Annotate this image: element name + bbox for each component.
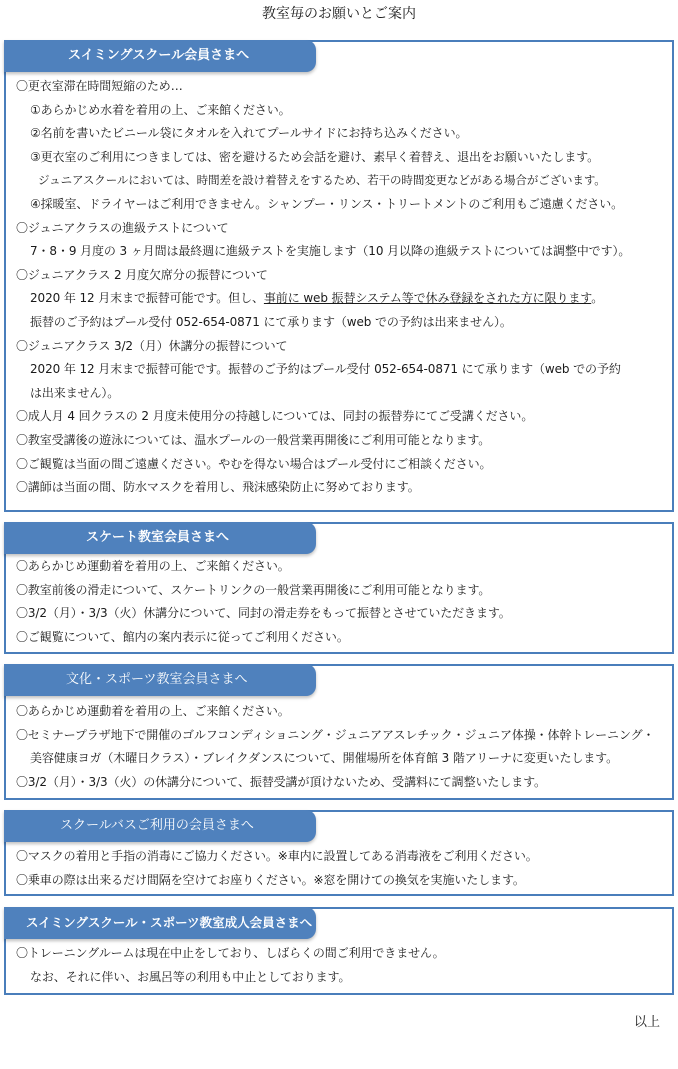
notice-line: 〇更衣室滞在時間短縮のため… bbox=[16, 79, 183, 93]
swimming-section-title: スイミングスクール会員さまへ bbox=[4, 40, 316, 72]
notice-line: 〇ご観覧は当面の間ご遠慮ください。やむを得ない場合はプール受付にご相談ください。 bbox=[16, 456, 492, 471]
notice-line: 〇講師は当面の間、防水マスクを着用し、飛沫感染防止に努めております。 bbox=[16, 480, 420, 495]
notice-line: 〇トレーニングルームは現在中止をしており、しばらくの間ご利用できません。 bbox=[16, 946, 445, 960]
notice-line: 〇教室前後の滑走について、スケートリンクの一般営業再開後にご利用可能となります。 bbox=[16, 582, 491, 597]
underlined-condition-text: 事前に web 振替システム等で休み登録をされた方に限ります bbox=[263, 291, 592, 306]
notice-line: 〇ジュニアクラス 3/2（月）休講分の振替について bbox=[16, 338, 288, 353]
bus-section-body bbox=[16, 845, 664, 892]
notice-line: 〇乗車の際は出来るだけ間隔を空けてお座りください。※窓を開けての換気を実施いたします。 bbox=[16, 872, 525, 887]
notice-line: ④採暖室、ドライヤーはご利用できません。シャンプー・リンス・トリートメントのご利用もご遠慮ください。 bbox=[30, 196, 624, 211]
culture-section-body bbox=[16, 700, 664, 794]
swimming-section bbox=[4, 40, 674, 512]
skate-section bbox=[4, 522, 674, 654]
notice-line: 〇あらかじめ運動着を着用の上、ご来館ください。 bbox=[16, 704, 290, 718]
bus-section-title: スクールバスご利用の会員さまへ bbox=[4, 810, 316, 842]
notice-line: 〇マスクの着用と手指の消毒にご協力ください。※車内に設置してある消毒液をご利用ください。 bbox=[16, 849, 538, 863]
notice-line: 美容健康ヨガ（木曜日クラス）・ブレイクダンスについて、開催場所を体育館 3 階アリーナに変更いたします。 bbox=[30, 751, 618, 766]
notice-line: 〇3/2（月）・3/3（火）休講分について、同封の滑走券をもって振替とさせていただきます。 bbox=[16, 606, 511, 621]
notice-line: ジュニアスクールにおいては、時間差を設け着替えをするため、若干の時間変更などがある場合がございます。 bbox=[38, 173, 606, 188]
skate-section-body bbox=[16, 555, 664, 649]
notice-line: なお、それに伴い、お風呂等の利用も中止としております。 bbox=[30, 969, 351, 984]
notice-line: ③更衣室のご利用につきましては、密を避けるため会話を避け、素早く着替え、退出をお願いいたします。 bbox=[30, 149, 600, 164]
notice-line: 〇ジュニアクラス 2 月度欠席分の振替について bbox=[16, 267, 268, 282]
adult-section-title: スイミングスクール・スポーツ教室成人会員さまへ bbox=[4, 907, 316, 939]
notice-line: 〇ご観覧について、館内の案内表示に従ってご利用ください。 bbox=[16, 629, 349, 644]
notice-line: 〇3/2（月）・3/3（火）の休講分について、振替受講が頂けないため、受講料にて調整いたします。 bbox=[16, 774, 546, 789]
page-title: 教室毎のお願いとご案内 bbox=[262, 6, 416, 22]
notice-line: 7・8・9 月度の 3 ヶ月間は最終週に進級テストを実施します（10 月以降の進級テストについては調整中です）。 bbox=[30, 244, 631, 259]
notice-line: 〇ジュニアクラスの進級テストについて bbox=[16, 220, 229, 235]
notice-line: 〇あらかじめ運動着を着用の上、ご来館ください。 bbox=[16, 559, 290, 573]
notice-line bbox=[16, 287, 664, 311]
notice-text: 。 bbox=[591, 291, 604, 306]
adult-section-body bbox=[16, 942, 664, 989]
notice-line: 〇セミナープラザ地下で開催のゴルフコンディショニング・ジュニアアスレチック・ジュニア体操・体幹トレーニング・ bbox=[16, 727, 655, 742]
notice-line: は出来ません）。 bbox=[30, 385, 120, 400]
notice-line: 振替のご予約はプール受付 052-654-0871 にて承ります（web での予約は出来ません）。 bbox=[30, 314, 512, 329]
bus-section bbox=[4, 810, 674, 896]
notice-line: 〇成人月 4 回クラスの 2 月度未使用分の持越しについては、同封の振替券にてご受講ください。 bbox=[16, 409, 534, 424]
notice-line: 〇教室受講後の遊泳については、温水プールの一般営業再開後にご利用可能となります。 bbox=[16, 432, 491, 447]
culture-section bbox=[4, 664, 674, 800]
adult-section bbox=[4, 907, 674, 995]
culture-section-title: 文化・スポーツ教室会員さまへ bbox=[4, 664, 316, 696]
skate-section-title: スケート教室会員さまへ bbox=[4, 522, 316, 554]
notice-line: ②名前を書いたビニール袋にタオルを入れてプールサイドにお持ち込みください。 bbox=[30, 126, 468, 141]
notice-line: ①あらかじめ水着を着用の上、ご来館ください。 bbox=[30, 102, 291, 117]
notice-text: 2020 年 12 月末まで振替可能です。但し、 bbox=[30, 291, 264, 306]
notice-line: 2020 年 12 月末まで振替可能です。振替のご予約はプール受付 052-654-0871 にて承ります（web での予約 bbox=[30, 362, 621, 377]
closing-text: 以上 bbox=[634, 1015, 661, 1030]
swimming-section-body bbox=[16, 75, 664, 500]
